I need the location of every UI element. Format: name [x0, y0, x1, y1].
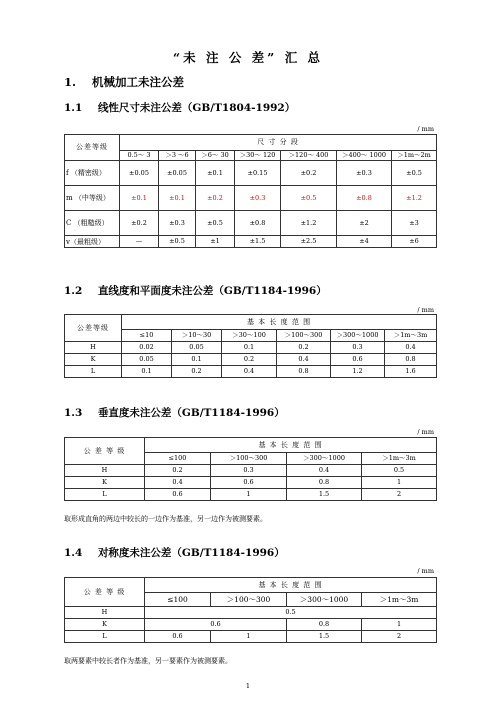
- value-cell: ±0.5: [196, 211, 235, 236]
- value-cell: ±0.8: [235, 211, 281, 236]
- value-cell: 1.5: [287, 631, 362, 643]
- length-range-header: 基 本 长 度 范 围: [122, 315, 437, 330]
- range-col: ＞300～1000: [287, 593, 362, 607]
- value-cell: ±0.05: [159, 161, 196, 186]
- range-col: 0.5～ 3: [120, 151, 159, 161]
- table-row: [65, 366, 437, 378]
- value-cell: ±0.8: [337, 186, 392, 211]
- range-col: ≤10: [122, 330, 172, 342]
- grade-cell: f （精密级）: [65, 161, 120, 186]
- grade-cell: C （粗糙级）: [65, 211, 120, 236]
- table-row: [65, 236, 437, 248]
- value-cell: ±1.5: [235, 236, 281, 248]
- range-col: ＞3 ～6: [159, 151, 196, 161]
- value-cell: 0.05: [122, 354, 172, 366]
- range-col: ≤100: [145, 593, 211, 607]
- table-row: [65, 354, 437, 366]
- table-row: [65, 489, 437, 501]
- value-cell: ±0.1: [159, 186, 196, 211]
- value-cell: 0.5: [362, 465, 437, 477]
- range-col: ＞100～300: [277, 330, 331, 342]
- subsection-heading-1-2: [64, 283, 327, 298]
- grade-cell: K: [65, 354, 122, 366]
- grade-cell: L: [65, 489, 145, 501]
- size-range-header: 尺 寸 分 段: [120, 135, 437, 151]
- unit-label: / mm: [417, 306, 434, 314]
- value-cell: ±0.2: [120, 211, 159, 236]
- subsection-number: 1.2: [64, 285, 83, 297]
- value-cell: 1.5: [287, 489, 362, 501]
- value-cell: ±0.2: [196, 186, 235, 211]
- value-cell: 0.8: [287, 477, 362, 489]
- value-cell: 1: [211, 631, 287, 643]
- subsection-heading-1-4: [64, 545, 285, 560]
- value-cell: 0.8: [287, 619, 362, 631]
- range-col: ＞100～300: [211, 453, 287, 465]
- grade-cell: L: [65, 366, 122, 378]
- subsection-label: 线性尺寸未注公差（GB/T1804-1992）: [97, 102, 296, 114]
- perpendicularity-table: [64, 437, 437, 501]
- value-cell: 0.3: [211, 465, 287, 477]
- table-row: [65, 186, 437, 211]
- value-cell: ±0.3: [235, 186, 281, 211]
- value-cell: 1: [362, 477, 437, 489]
- value-cell: 0.6: [211, 477, 287, 489]
- table-row: [65, 607, 437, 619]
- value-cell: ±0.1: [120, 186, 159, 211]
- value-cell: ±0.2: [281, 161, 337, 186]
- table-row: [65, 342, 437, 354]
- value-cell: ±0.3: [159, 211, 196, 236]
- value-cell: 0.1: [172, 354, 222, 366]
- section-number: 1.: [64, 75, 77, 89]
- value-cell: 0.05: [172, 342, 222, 354]
- value-cell: ±6: [392, 236, 437, 248]
- value-cell: ±1.2: [281, 211, 337, 236]
- value-cell: 0.4: [277, 354, 331, 366]
- range-col: ＞120～ 400: [281, 151, 337, 161]
- value-cell: 0.6: [145, 619, 287, 631]
- grade-header: 公差等级: [65, 315, 122, 342]
- value-cell: ±0.15: [235, 161, 281, 186]
- subsection-heading-1-1: [64, 100, 295, 115]
- grade-cell: m （中等级）: [65, 186, 120, 211]
- subsection-number: 1.4: [64, 547, 83, 559]
- value-cell: ±2: [337, 211, 392, 236]
- value-cell: ±3: [392, 211, 437, 236]
- grade-cell: K: [65, 619, 145, 631]
- page-title: “未 注 公 差” 汇 总: [172, 50, 324, 65]
- range-col: ＞1m～3m: [362, 453, 437, 465]
- range-col: ＞30～ 120: [235, 151, 281, 161]
- value-cell: ±0.5: [159, 236, 196, 248]
- value-cell: 0.4: [385, 342, 437, 354]
- table-row: [65, 631, 437, 643]
- value-cell: 0.4: [145, 477, 211, 489]
- length-range-header: 基 本 长 度 范 围: [145, 578, 437, 593]
- subsection-number: 1.1: [64, 102, 83, 114]
- range-col: ＞100～300: [211, 593, 287, 607]
- value-cell: 1: [362, 619, 437, 631]
- value-cell: 0.8: [385, 354, 437, 366]
- subsection-label: 直线度和平面度未注公差（GB/T1184-1996）: [97, 285, 327, 297]
- value-cell: 0.4: [222, 366, 277, 378]
- straightness-flatness-table: [64, 314, 437, 378]
- value-cell: 0.1: [222, 342, 277, 354]
- linear-tolerance-table: [64, 134, 437, 248]
- symmetry-table: [64, 577, 437, 643]
- value-cell: 0.2: [145, 465, 211, 477]
- value-cell: 0.2: [277, 342, 331, 354]
- value-cell: 0.8: [277, 366, 331, 378]
- grade-cell: L: [65, 631, 145, 643]
- value-cell: —: [120, 236, 159, 248]
- section-heading: [64, 74, 184, 90]
- range-col: ＞300～1000: [331, 330, 385, 342]
- value-cell: ±1: [196, 236, 235, 248]
- range-col: ＞1m～3m: [362, 593, 437, 607]
- range-col: ＞400～ 1000: [337, 151, 392, 161]
- subsection-label: 对称度未注公差（GB/T1184-1996）: [97, 547, 285, 559]
- value-cell: ±0.5: [281, 186, 337, 211]
- value-cell: 0.6: [145, 631, 211, 643]
- value-cell: ±0.5: [392, 161, 437, 186]
- value-cell: ±1.2: [392, 186, 437, 211]
- table-row: [65, 619, 437, 631]
- value-cell: ±0.05: [120, 161, 159, 186]
- subsection-number: 1.3: [64, 407, 83, 419]
- grade-cell: v（最粗级）: [65, 236, 120, 248]
- length-range-header: 基 本 长 度 范 围: [145, 438, 437, 453]
- subsection-heading-1-3: [64, 405, 285, 420]
- unit-label: / mm: [417, 428, 434, 436]
- value-cell: 1.2: [331, 366, 385, 378]
- symmetry-note: 取两要素中较长者作为基准，另一要素作为被测要素。: [64, 657, 232, 665]
- value-cell: 0.5: [145, 607, 437, 619]
- grade-header: 公 差 等 级: [65, 578, 145, 607]
- range-col: ＞1m～2m: [392, 151, 437, 161]
- table-row: [65, 465, 437, 477]
- grade-cell: H: [65, 465, 145, 477]
- value-cell: ±0.3: [337, 161, 392, 186]
- value-cell: 1: [211, 489, 287, 501]
- range-col: ＞6～ 30: [196, 151, 235, 161]
- grade-header: 公差等级: [65, 135, 120, 161]
- value-cell: 0.2: [172, 366, 222, 378]
- grade-header: 公 差 等 级: [65, 438, 145, 465]
- range-col: ＞10～30: [172, 330, 222, 342]
- subsection-label: 垂直度未注公差（GB/T1184-1996）: [97, 407, 285, 419]
- value-cell: 1.6: [385, 366, 437, 378]
- range-col: ≤100: [145, 453, 211, 465]
- page-number: 1: [245, 682, 251, 690]
- table-row: [65, 161, 437, 186]
- grade-cell: H: [65, 607, 145, 619]
- value-cell: 0.2: [222, 354, 277, 366]
- value-cell: 0.4: [287, 465, 362, 477]
- unit-label: / mm: [417, 125, 434, 133]
- value-cell: ±2.5: [281, 236, 337, 248]
- value-cell: 0.6: [331, 354, 385, 366]
- grade-cell: K: [65, 477, 145, 489]
- value-cell: 2: [362, 489, 437, 501]
- section-label: 机械加工未注公差: [92, 75, 185, 89]
- range-col: ＞300～1000: [287, 453, 362, 465]
- perpendicularity-note: 取形成直角的两边中较长的一边作为基准，另一边作为被测要素。: [64, 515, 267, 523]
- value-cell: 0.3: [331, 342, 385, 354]
- unit-label: / mm: [417, 567, 434, 575]
- table-row: [65, 477, 437, 489]
- value-cell: 2: [362, 631, 437, 643]
- value-cell: 0.02: [122, 342, 172, 354]
- value-cell: 0.6: [145, 489, 211, 501]
- value-cell: 0.1: [122, 366, 172, 378]
- value-cell: ±0.1: [196, 161, 235, 186]
- value-cell: ±4: [337, 236, 392, 248]
- grade-cell: H: [65, 342, 122, 354]
- range-col: ＞1m～3m: [385, 330, 437, 342]
- table-row: [65, 211, 437, 236]
- range-col: ＞30～100: [222, 330, 277, 342]
